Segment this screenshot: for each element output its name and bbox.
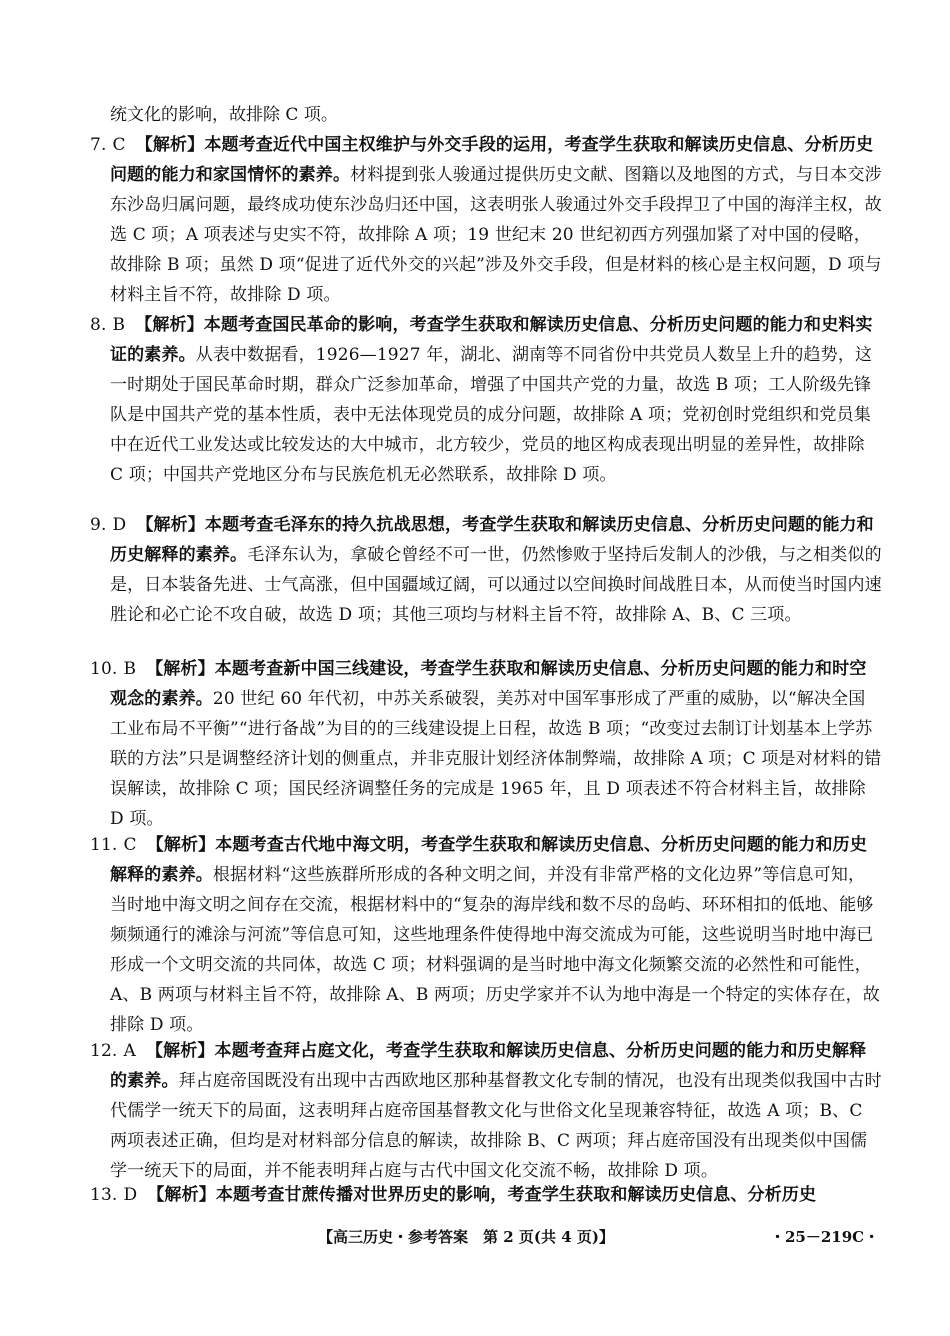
answer-letter: B [123, 659, 137, 679]
item-number: 11. [90, 835, 118, 855]
answer-item [90, 654, 882, 834]
answer-letter: D [112, 515, 127, 535]
analysis-body: 毛泽东认为，拿破仑曾经不可一世，仍然惨败于坚持后发制人的沙俄，与之相类似的是，日本装备先进、士气高涨，但中国疆域辽阔，可以通过以空间换时间战胜日本，从而使当时国内速胜论和必亡论不攻自破，故选 D 项；其他三项均与材料主旨不符，故排除 A、B、C 三项。 [110, 545, 882, 625]
analysis-tag: 【解析】 [146, 659, 215, 679]
analysis-statement: 本题考查新中国三线建设，考查学生获取和解读历史信息、分析历史问题的能力和时空观念的素养。 [110, 659, 867, 709]
footer-page-info: 【高三历史・参考答案 第 2 页(共 4 页)】 [318, 1228, 614, 1246]
answer-item [90, 1036, 882, 1186]
item-number: 10. [90, 659, 118, 679]
item-number: 8. [90, 315, 107, 335]
analysis-statement: 本题考查拜占庭文化，考查学生获取和解读历史信息、分析历史问题的能力和历史解释的素养。 [110, 1041, 867, 1091]
analysis-tag: 【解析】 [135, 315, 204, 335]
analysis-tag: 【解析】 [146, 835, 216, 855]
item-number: 9. [90, 515, 107, 535]
analysis-body: 根据材料“这些族群所形成的各种文明之间，并没有非常严格的文化边界”等信息可知，当时地中海文明之间存在交流，根据材料中的“复杂的海岸线和数不尽的岛屿、环环相扣的低地、能够频频通行的滩涂与河流”等信息可知，这些地理条件使得地中海交流成为可能，这些说明当时地中海已形成一个文明交流的共同体，故选 C 项；材料强调的是当时地中海文化频繁交流的必然性和可能性，A、B 两项与材料主旨不符，故排除 A、B 两项；历史学家并不认为地中海是一个特定的实体存在，故排除 D 项。 [110, 865, 880, 1035]
analysis-tag: 【解析】 [136, 515, 205, 535]
analysis-statement: 本题考查甘蔗传播对世界历史的影响，考查学生获取和解读历史信息、分析历史 [215, 1185, 817, 1205]
analysis-body: 材料提到张人骏通过提供历史文献、图籍以及地图的方式，与日本交涉东沙岛归属问题，最终成功使东沙岛归还中国，这表明张人骏通过外交手段捍卫了中国的海洋主权，故选 C 项；A 项表述与史实不符，故排除 A 项；19 世纪末 20 世纪初西方列强加紧了对中国的侵略，故排除 B 项；虽然 D 项“促进了近代外交的兴起”涉及外交手段，但是材料的核心是主权问题，D 项与材料主旨不符，故排除 D 项。 [110, 165, 882, 305]
analysis-tag: 【解析】 [135, 135, 205, 155]
item-number: 12. [90, 1041, 118, 1061]
analysis-tag: 【解析】 [145, 1041, 215, 1061]
analysis-body: 拜占庭帝国既没有出现中古西欧地区那种基督教文化专制的情况，也没有出现类似我国中古时代儒学一统天下的局面，这表明拜占庭帝国基督教文化与世俗文化呈现兼容特征，故选 A 项；B、C 两项表述正确，但均是对材料部分信息的解读，故排除 B、C 两项；拜占庭帝国没有出现类似中国儒学一统天下的局面，并不能表明拜占庭与古代中国文化交流不畅，故排除 D 项。 [110, 1071, 882, 1181]
answer-item [90, 830, 882, 1040]
analysis-body: 20 世纪 60 年代初，中苏关系破裂，美苏对中国军事形成了严重的威胁，以“解决全国工业布局不平衡”“进行备战”为目的的三线建设提上日程，故选 B 项；“改变过去制订计划基本上学苏联的方法”只是调整经济计划的侧重点，并非克服计划经济体制弊端，故排除 A 项；C 项是对材料的错误解读，故排除 C 项；国民经济调整任务的完成是 1965 年，且 D 项表述不符合材料主旨，故排除 D 项。 [110, 689, 882, 829]
analysis-tag: 【解析】 [147, 1185, 216, 1205]
continued-text: 统文化的影响，故排除 C 项。 [110, 105, 338, 125]
analysis-statement: 本题考查近代中国主权维护与外交手段的运用，考查学生获取和解读历史信息、分析历史问题的能力和家国情怀的素养。 [110, 135, 874, 185]
analysis-statement: 本题考查古代地中海文明，考查学生获取和解读历史信息、分析历史问题的能力和历史解释的素养。 [110, 835, 867, 885]
answer-letter: C [123, 835, 137, 855]
footer-code: ・25－219C・ [770, 1228, 880, 1246]
item-number: 13. [90, 1185, 118, 1205]
page-footer [0, 1224, 950, 1250]
answer-letter: D [123, 1185, 138, 1205]
answer-item [90, 310, 882, 490]
answer-item [90, 510, 882, 630]
answer-item [90, 1180, 882, 1210]
answer-letter: C [112, 135, 126, 155]
answer-item [90, 130, 882, 310]
analysis-statement: 本题考查国民革命的影响，考查学生获取和解读历史信息、分析历史问题的能力和史料实证的素养。 [110, 315, 873, 365]
answer-letter: A [123, 1041, 136, 1061]
analysis-body: 从表中数据看，1926—1927 年，湖北、湖南等不同省份中共党员人数呈上升的趋势，这一时期处于国民革命时期，群众广泛参加革命，增强了中国共产党的力量，故选 B 项；工人阶级先锋队是中国共产党的基本性质，表中无法体现党员的成分问题，故排除 A 项；党初创时党组织和党员集中在近代工业发达或比较发达的大中城市，北方较少，党员的地区构成表现出明显的差异性，故排除 C 项；中国共产党地区分布与民族危机无必然联系，故排除 D 项。 [110, 345, 873, 485]
analysis-statement: 本题考查毛泽东的持久抗战思想，考查学生获取和解读历史信息、分析历史问题的能力和历史解释的素养。 [110, 515, 874, 565]
item-number: 7. [90, 135, 107, 155]
answer-letter: B [112, 315, 126, 335]
